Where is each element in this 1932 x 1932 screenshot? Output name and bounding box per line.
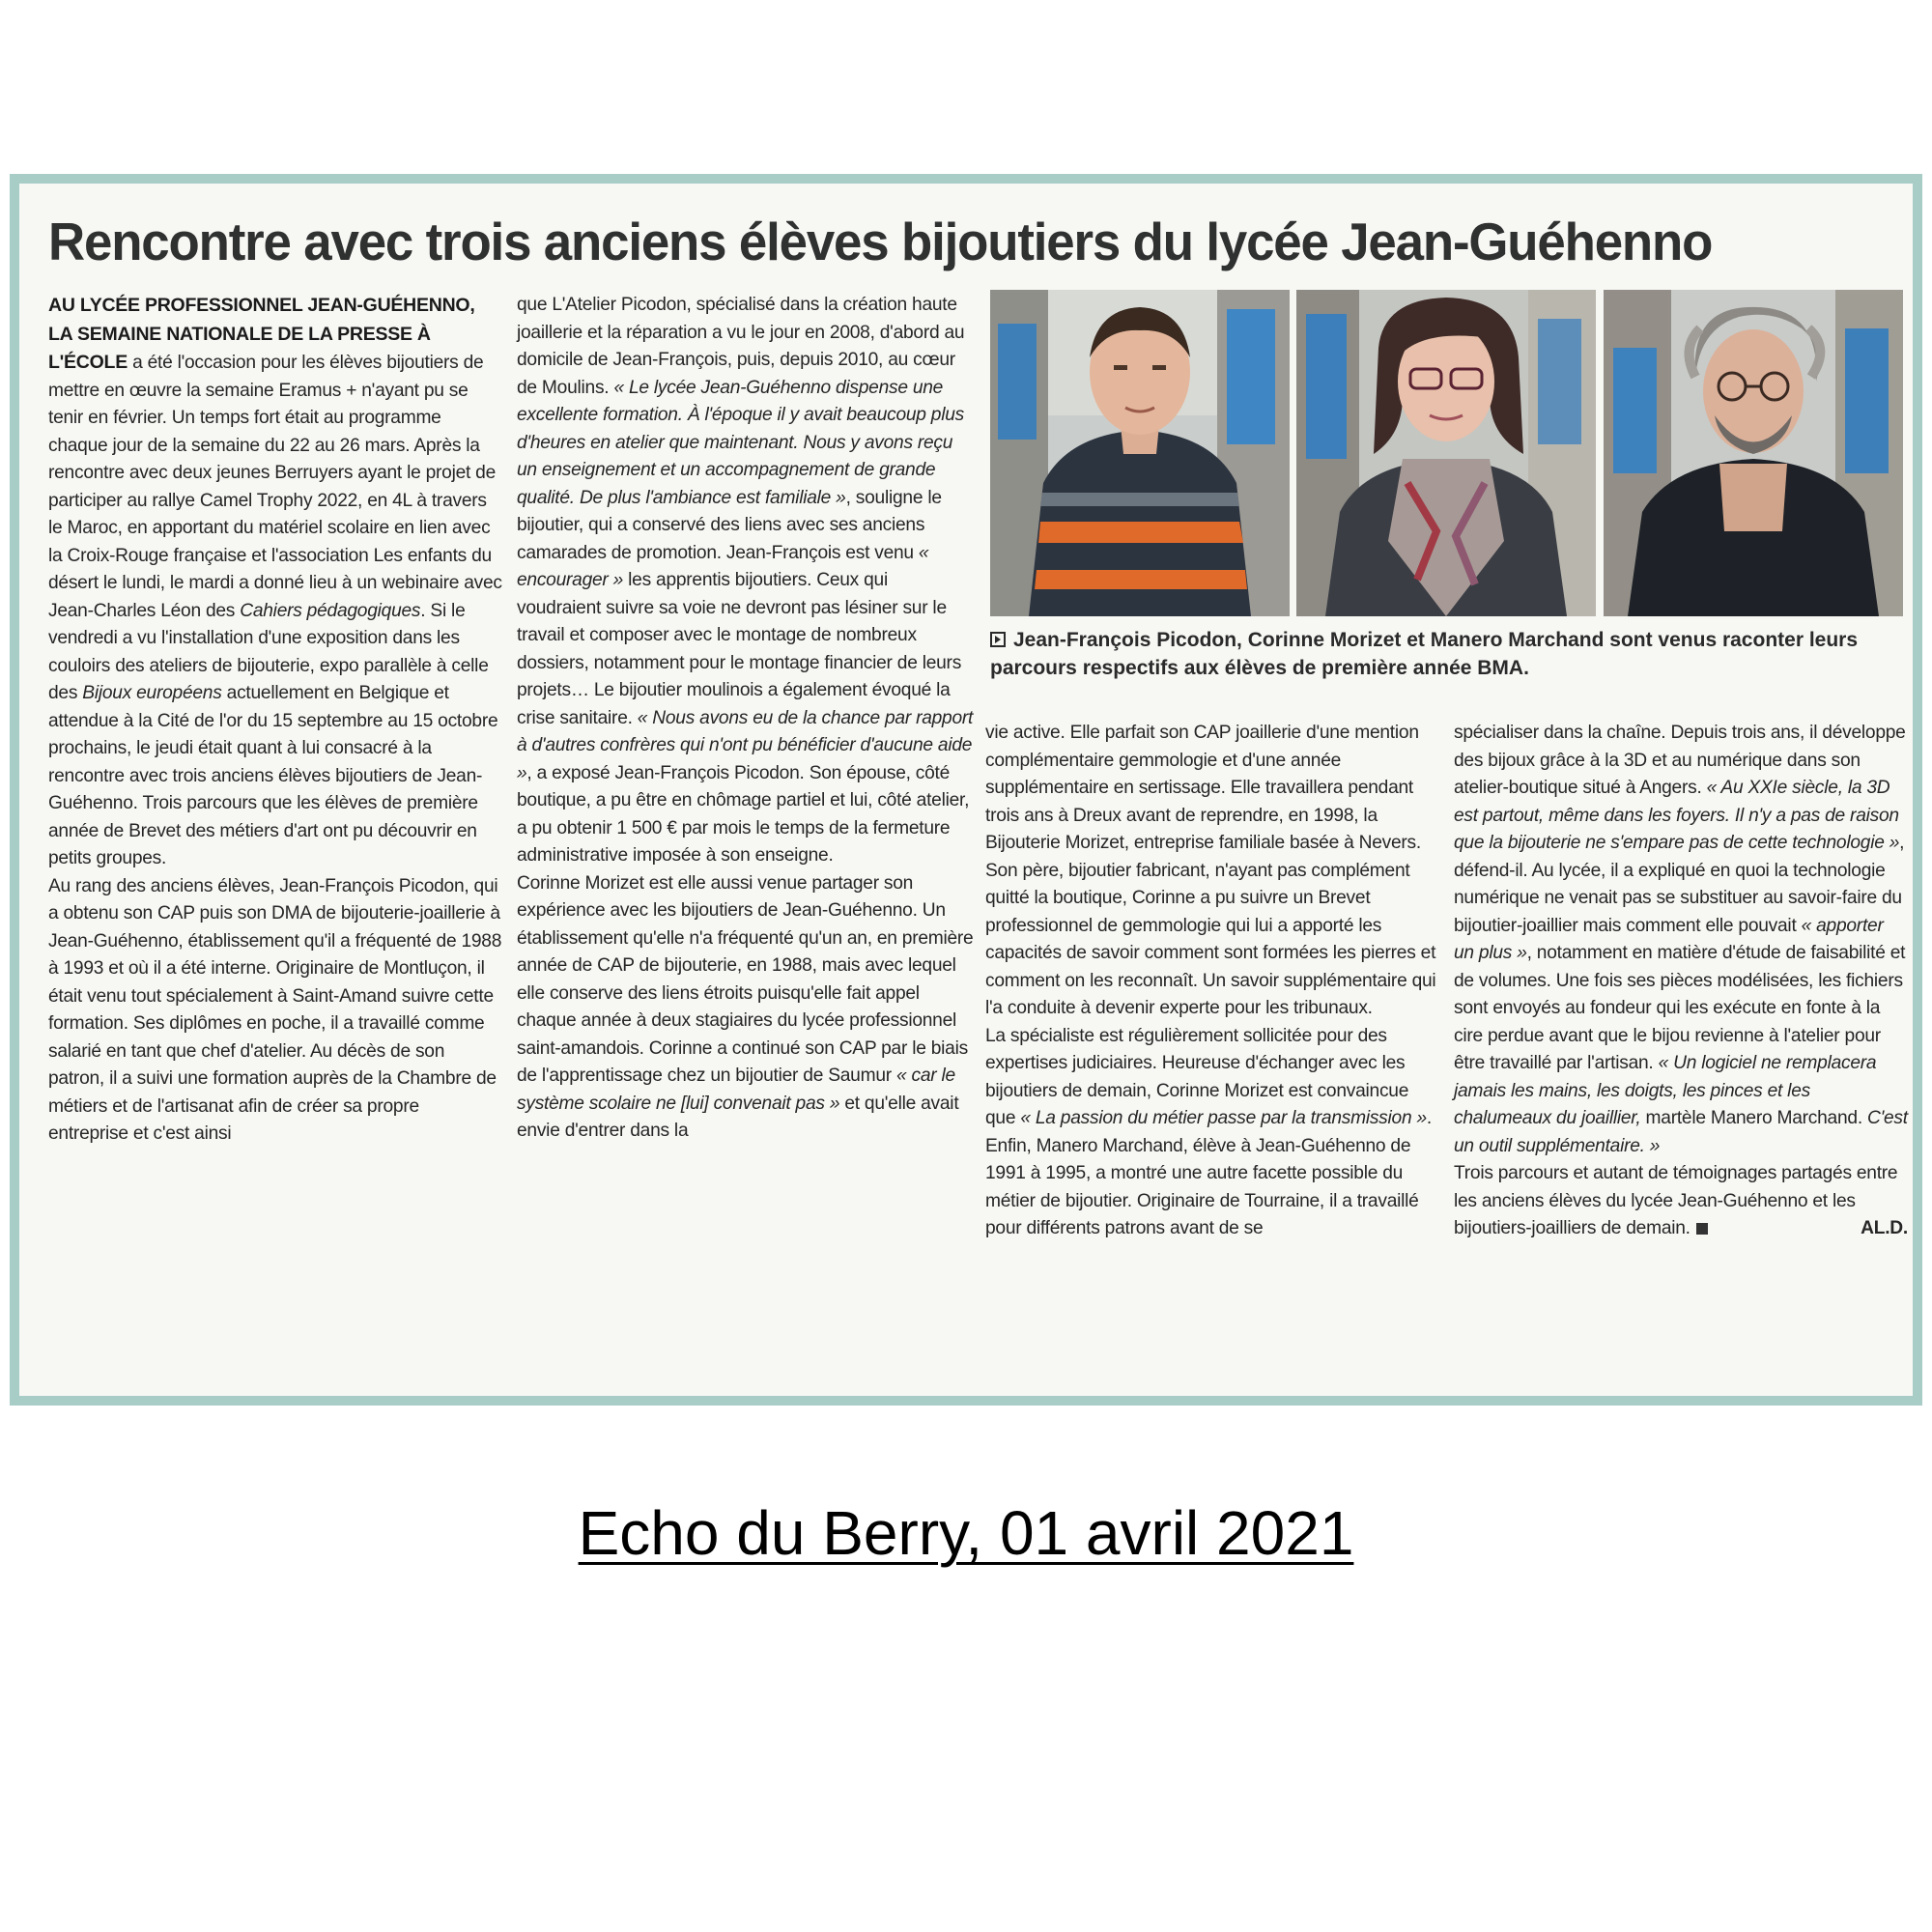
photo-caption [990, 626, 1903, 682]
quote: « encourager » [517, 542, 929, 590]
byline: AL.D. [1861, 1218, 1908, 1238]
photo-strip [990, 290, 1903, 616]
newspaper-clipping [10, 174, 1922, 1406]
quote: « Le lycée Jean-Guéhenno dispense une excellente formation. À l'époque il y avait beaucoup plus d'heures en atelier que maintenant. Nous y avons reçu un enseignement et un accompagnement de grande qualité. De plus l'ambiance est familiale » [517, 377, 965, 508]
closing-paragraph [1454, 1160, 1908, 1243]
photo-corinne-morizet [1296, 290, 1596, 616]
body-text: et qu'elle avait envie d'entrer dans la [517, 1093, 959, 1141]
headline: Rencontre avec trois anciens élèves bijoutiers du lycée Jean-Guéhenno [48, 212, 1713, 271]
end-mark-icon [1696, 1223, 1708, 1235]
body-text: , défend-il. Au lycée, il a expliqué en quoi la technologie numérique ne venait pas se substituer au savoir-faire du bijoutier-joaillier mais comment elle pouvait [1454, 833, 1905, 936]
body-text: , a exposé Jean-François Picodon. Son épouse, côté boutique, a pu être en chômage partiel et lui, côté atelier, a pu obtenir 1 500 € par mois le temps de la fermeture administrative imposée à son enseigne. [517, 762, 970, 866]
source-citation: Echo du Berry, 01 avril 2021 [578, 1498, 1354, 1568]
paragraph [517, 870, 976, 1146]
quote: C'est un outil supplémentaire. » [1454, 1108, 1908, 1156]
caption-arrow-icon [990, 632, 1006, 647]
body-text: a été l'occasion pour les élèves bijoutiers de mettre en œuvre la semaine Eramus + n'ayant pu se tenir en février. Un temps fort était au programme chaque jour de la semaine du 22 au 26 mars. Après la rencontre avec deux jeunes Berruyers ayant le projet de participer au rallye Camel Trophy 2022, en 4L à travers le Maroc, en apportant du matériel scolaire en lien avec la Croix-Rouge française et l'association Les enfants du désert le lundi, le mardi a donné lieu à un webinaire avec Jean-Charles Léon des [48, 353, 502, 621]
column-2 [517, 292, 976, 1146]
publication-title: Cahiers pédagogiques [240, 600, 421, 621]
column-4 [1454, 720, 1908, 1243]
photo-jean-francois-picodon [990, 290, 1290, 616]
lead-paragraph [48, 292, 502, 873]
body-text: . Enfin, Manero Marchand, élève à Jean-Guéhenno de 1991 à 1995, a montré une autre facette possible du métier de bijoutier. Originaire de Tourraine, il a travaillé pour différents patrons avant de se [985, 1108, 1432, 1238]
body-text: que L'Atelier Picodon, spécialisé dans la création haute joaillerie et la réparation a vu le jour en 2008, d'abord au domicile de Jean-François, puis, depuis 2010, au cœur de Moulins. [517, 295, 965, 398]
quote: « Un logiciel ne remplacera jamais les mains, les doigts, les pinces et les chalumeaux du joaillier, [1454, 1053, 1877, 1128]
body-text: , souligne le bijoutier, qui a conservé des liens avec ses anciens camarades de promotion. Jean-François est venu [517, 487, 942, 563]
paragraph [517, 292, 976, 870]
body-text: . Si le vendredi a vu l'installation d'une exposition dans les couloirs des ateliers de bijouterie, expo parallèle à celle des [48, 600, 489, 703]
body-text: , notamment en matière d'étude de faisabilité et de volumes. Une fois ses pièces modélisées, les fichiers sont envoyés au fondeur qui les exécute en fonte à la cire perdue avant que le bijou revienne à l'atelier pour être travaillé par l'artisan. [1454, 943, 1906, 1073]
paragraph [985, 1023, 1439, 1243]
body-text: La spécialiste est régulièrement sollicitée pour des expertises judiciaires. Heureuse d'échanger avec les bijoutiers de demain, Corinne Morizet est convaincue que [985, 1025, 1409, 1128]
quote: « La passion du métier passe par la transmission » [1020, 1108, 1427, 1128]
lead-text: AU LYCÉE PROFESSIONNEL JEAN-GUÉHENNO, LA SEMAINE NATIONALE DE LA PRESSE À L'ÉCOLE [48, 295, 475, 373]
paragraph: Au rang des anciens élèves, Jean-François Picodon, qui a obtenu son CAP puis son DMA de bijouterie-joaillerie à Jean-Guéhenno, établissement qu'il a fréquenté de 1988 à 1993 et où il a été interne. Originaire de Montluçon, il était venu tout spécialement à Saint-Amand suivre cette formation. Ses diplômes en poche, il a travaillé comme salarié en tant que chef d'atelier. Au décès de son patron, il a suivi une formation auprès de la Chambre de métiers et de l'artisanat afin de créer sa propre entreprise et c'est ainsi [48, 875, 502, 1144]
quote: « apporter un plus » [1454, 915, 1884, 963]
body-text: spécialiser dans la chaîne. Depuis trois ans, il développe des bijoux grâce à la 3D et au numérique dans son atelier-boutique situé à Angers. [1454, 723, 1906, 798]
quote: « car le système scolaire ne [lui] convenait pas » [517, 1065, 955, 1114]
exhibition-title: Bijoux européens [82, 683, 222, 703]
caption-text: Jean-François Picodon, Corinne Morizet et Manero Marchand sont venus raconter leurs parcours respectifs aux élèves de première année BMA. [990, 629, 1859, 679]
body-text: actuellement en Belgique et attendue à la Cité de l'or du 15 septembre au 15 octobre prochains, le jeudi était quant à lui consacré à la rencontre avec trois anciens élèves bijoutiers de Jean-Guéhenno. Trois parcours que les élèves de première année de Brevet des métiers d'art ont pu découvrir en petits groupes. [48, 683, 498, 868]
body-text: martèle Manero Marchand. [1640, 1108, 1867, 1128]
body-text: les apprentis bijoutiers. Ceux qui voudraient suivre sa voie ne devront pas lésiner sur le travail et composer avec le montage de nombreux dossiers, notamment pour le montage financier de leurs projets… Le bijoutier moulinois a également évoqué la crise sanitaire. [517, 570, 962, 728]
column-1 [48, 292, 502, 1149]
clipping-paper [19, 184, 1913, 1396]
column-3 [985, 720, 1439, 1243]
paragraph [1454, 720, 1908, 1160]
paragraph: vie active. Elle parfait son CAP joaillerie d'une mention complémentaire gemmologie et d'une année supplémentaire en sertissage. Elle travaillera pendant trois ans à Dreux avant de reprendre, en 1998, la Bijouterie Morizet, entreprise familiale basée à Nevers. Son père, bijoutier fabricant, n'ayant pas complément quitté la boutique, Corinne a pu suivre un Brevet professionnel de gemmologie qui lui a apporté les capacités de savoir comment sont formées les pierres et comment on les reconnaît. Un savoir supplémentaire qui l'a conduite à devenir experte pour les tribunaux. [985, 723, 1436, 1018]
body-text: Corinne Morizet est elle aussi venue partager son expérience avec les bijoutiers de Jean-Guéhenno. Un établissement qu'elle n'a fréquenté qu'un an, en première année de CAP de bijouterie, en 1988, mais avec lequel elle conserve des liens étroits puisqu'elle fait appel chaque année à deux stagiaires du lycée professionnel saint-amandois. Corinne a continué son CAP par le biais de l'apprentissage chez un bijoutier de Saumur [517, 872, 974, 1086]
body-text: Trois parcours et autant de témoignages partagés entre les anciens élèves du lycée Jean-Guéhenno et les bijoutiers-joailliers de demain. [1454, 1163, 1898, 1238]
quote: « Nous avons eu de la chance par rapport à d'autres confrères qui n'ont pu bénéficier d'aucune aide » [517, 707, 974, 783]
quote: « Au XXIe siècle, la 3D est partout, même dans les foyers. Il n'y a pas de raison que la bijouterie ne s'empare pas de cette technologie » [1454, 778, 1900, 853]
photo-manero-marchand [1604, 290, 1903, 616]
